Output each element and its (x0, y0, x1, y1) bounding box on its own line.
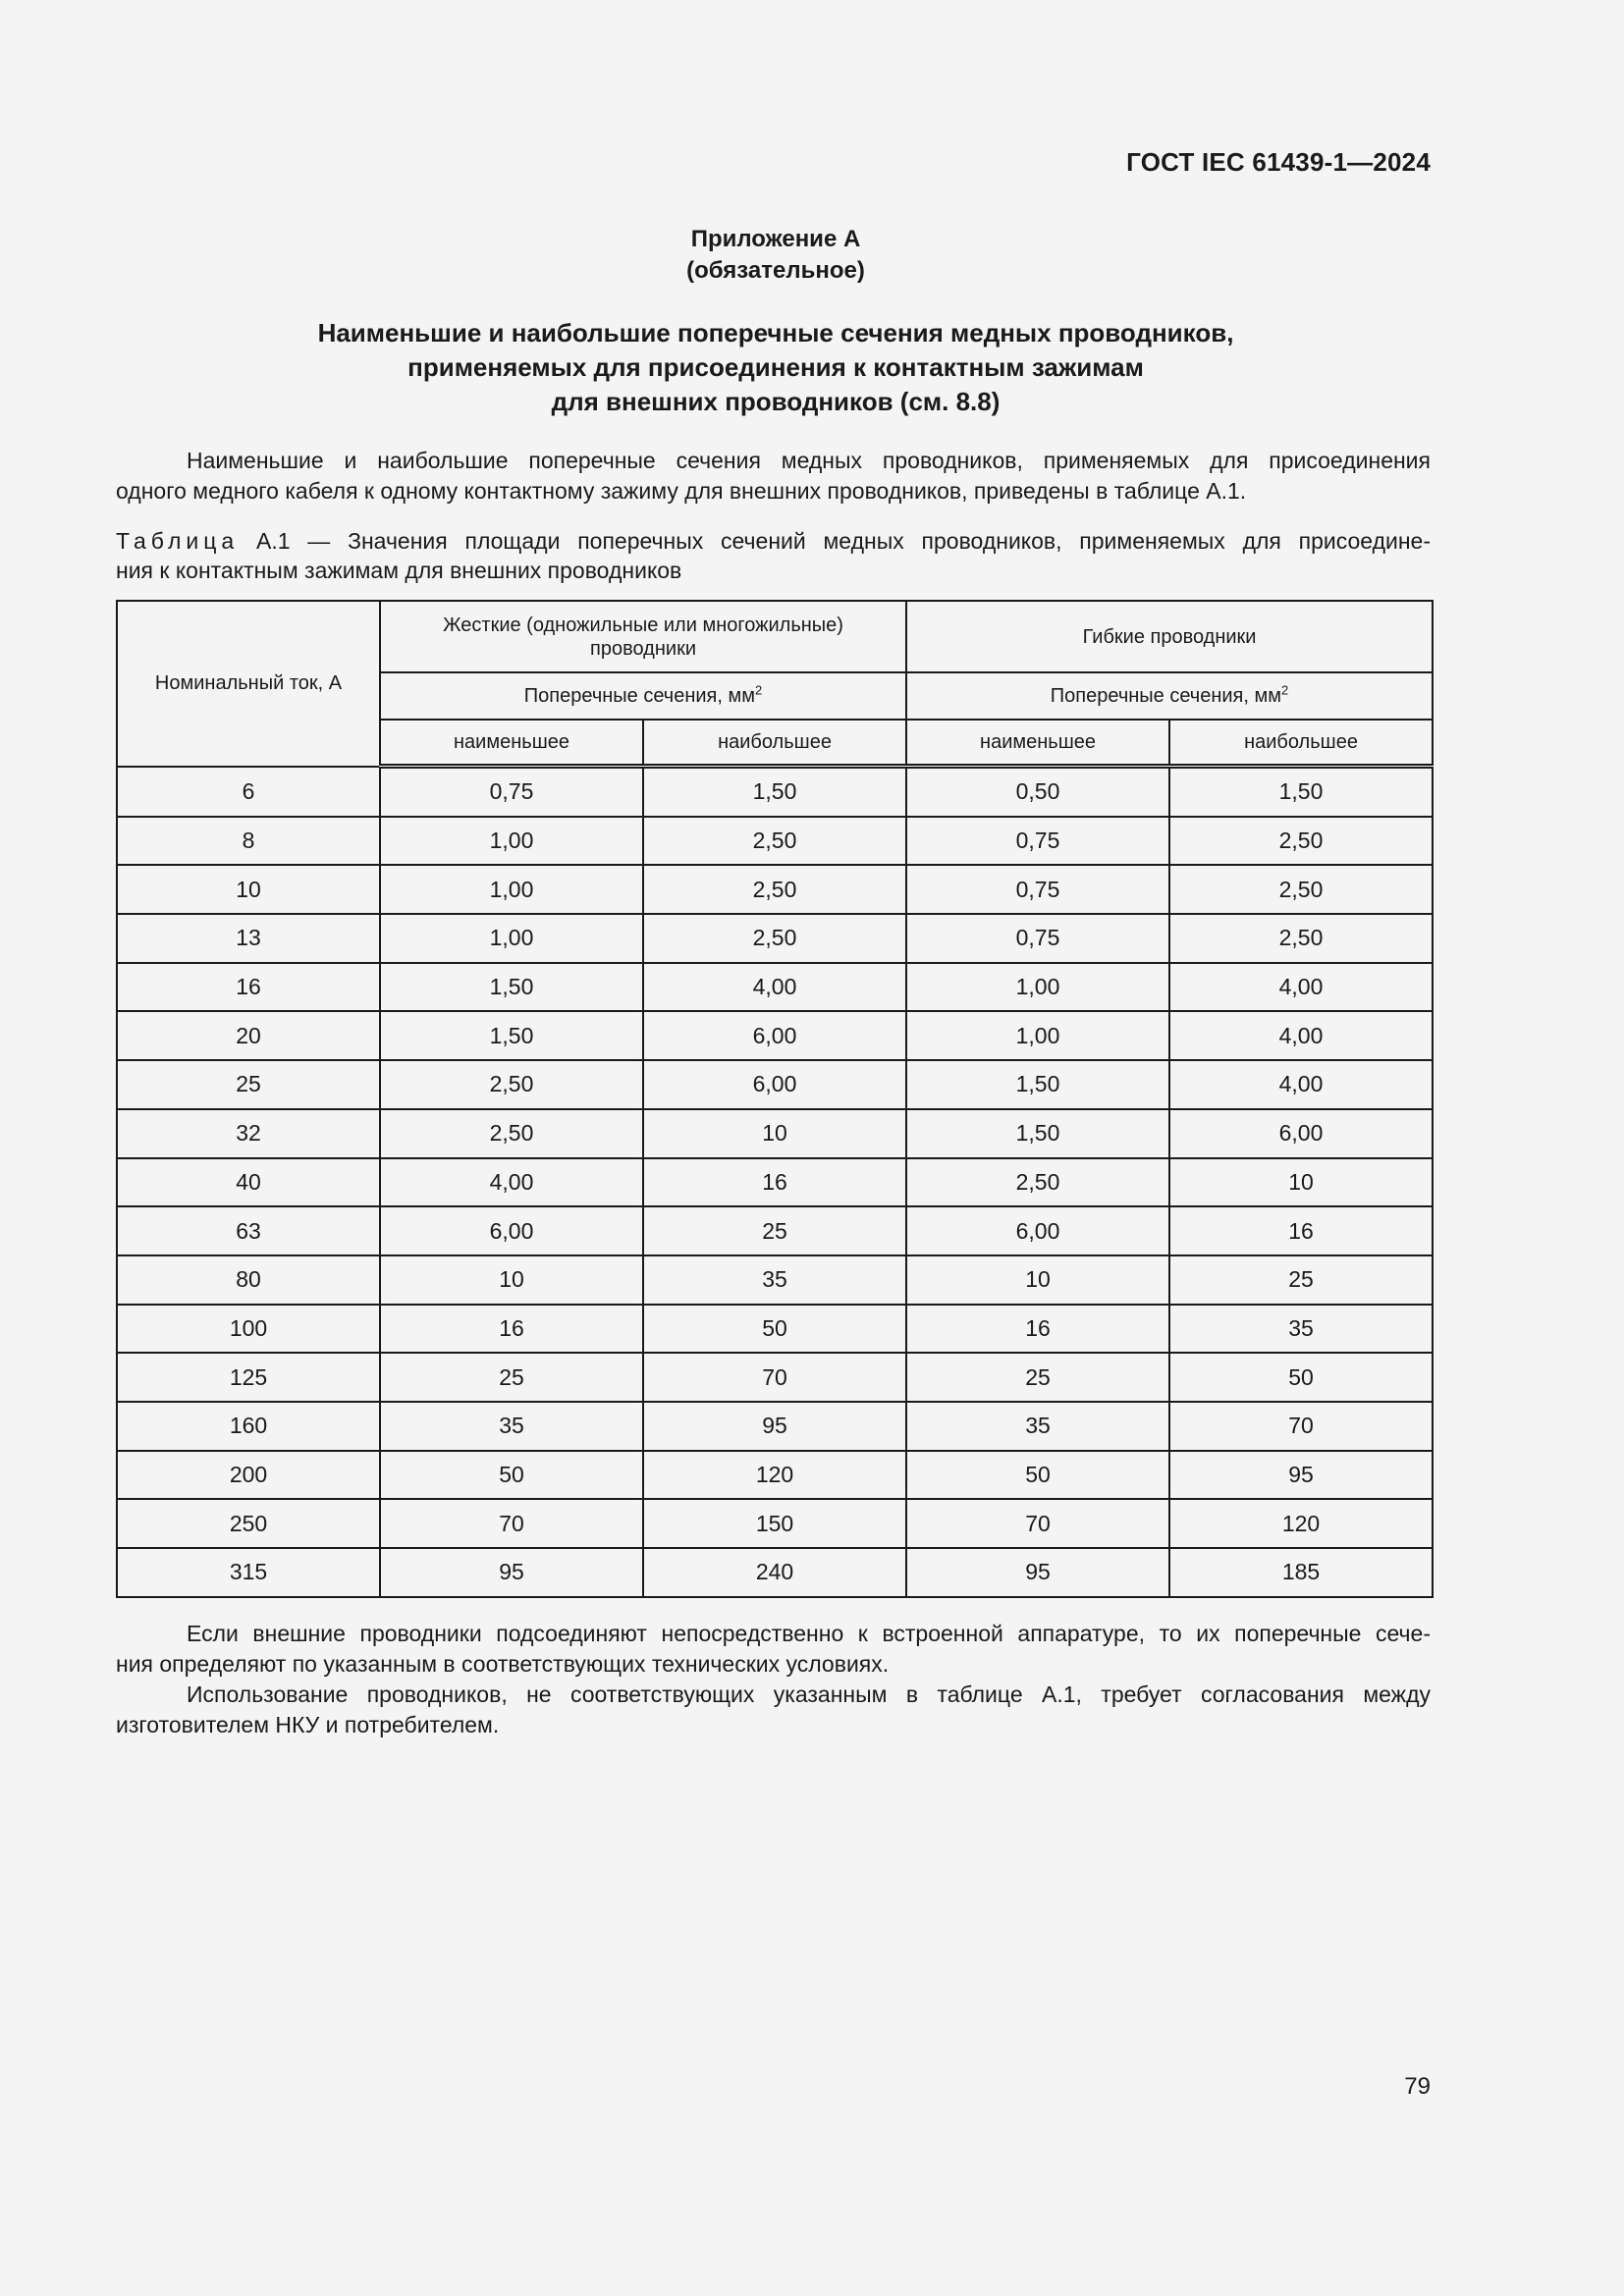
cell-flexible-min: 0,75 (906, 865, 1169, 914)
intro-line-1: Наименьшие и наибольшие поперечные сечения медных проводников, применяемых для присоединения (187, 448, 1431, 473)
header-rigid-conductors: Жесткие (одножильные или многожильные) проводники (380, 601, 906, 672)
cell-rigid-max: 95 (643, 1402, 906, 1451)
cell-flexible-max: 70 (1169, 1402, 1433, 1451)
cell-rigid-min: 2,50 (380, 1060, 643, 1109)
cell-rigid-min: 16 (380, 1305, 643, 1354)
header-rated-current: Номинальный ток, А (117, 601, 380, 767)
note-1-line-2: ния определяют по указанным в соответствующих технических условиях. (116, 1651, 890, 1677)
caption-label: Таблица (116, 528, 240, 554)
cell-rigid-max: 150 (643, 1499, 906, 1548)
header-flexible-max: наибольшее (1169, 720, 1433, 767)
cell-flexible-max: 35 (1169, 1305, 1433, 1354)
cell-rigid-max: 16 (643, 1158, 906, 1207)
table-row (117, 1255, 1433, 1305)
cell-rated-current: 16 (117, 963, 380, 1012)
cell-flexible-max: 2,50 (1169, 817, 1433, 866)
cell-flexible-min: 0,75 (906, 817, 1169, 866)
cell-rigid-min: 1,50 (380, 963, 643, 1012)
cell-rated-current: 40 (117, 1158, 380, 1207)
cell-rigid-min: 6,00 (380, 1206, 643, 1255)
cell-rigid-min: 2,50 (380, 1109, 643, 1158)
cell-rated-current: 20 (117, 1011, 380, 1060)
cell-flexible-min: 0,50 (906, 767, 1169, 817)
cell-rated-current: 160 (117, 1402, 380, 1451)
cell-flexible-min: 1,00 (906, 1011, 1169, 1060)
cell-rigid-max: 2,50 (643, 817, 906, 866)
cell-flexible-max: 50 (1169, 1353, 1433, 1402)
cell-flexible-max: 95 (1169, 1451, 1433, 1500)
cell-rated-current: 125 (117, 1353, 380, 1402)
table-row (117, 1206, 1433, 1255)
title-line-3: для внешних проводников (см. 8.8) (551, 387, 1001, 416)
table-row (117, 914, 1433, 963)
cell-flexible-min: 1,00 (906, 963, 1169, 1012)
cross-section-table (116, 600, 1434, 1598)
cell-flexible-min: 95 (906, 1548, 1169, 1597)
cell-rated-current: 8 (117, 817, 380, 866)
cell-rigid-max: 2,50 (643, 914, 906, 963)
cell-flexible-max: 4,00 (1169, 1011, 1433, 1060)
cell-flexible-min: 35 (906, 1402, 1169, 1451)
cell-flexible-max: 2,50 (1169, 865, 1433, 914)
caption-line-1: А.1 — Значения площади поперечных сечений медных проводников, применяемых для присоедине- (239, 528, 1431, 554)
table-row (117, 1011, 1433, 1060)
cell-rigid-min: 50 (380, 1451, 643, 1500)
cell-rated-current: 25 (117, 1060, 380, 1109)
cell-rigid-min: 1,00 (380, 865, 643, 914)
cell-rigid-min: 1,00 (380, 914, 643, 963)
table-row (117, 817, 1433, 866)
table-row (117, 1451, 1433, 1500)
cell-rigid-min: 1,00 (380, 817, 643, 866)
table-row (117, 1060, 1433, 1109)
cell-rigid-min: 0,75 (380, 767, 643, 817)
cell-flexible-min: 1,50 (906, 1109, 1169, 1158)
appendix-status: (обязательное) (686, 257, 865, 284)
cell-rated-current: 6 (117, 767, 380, 817)
table-row (117, 865, 1433, 914)
table-row (117, 1548, 1433, 1597)
cell-rated-current: 13 (117, 914, 380, 963)
cell-flexible-min: 10 (906, 1255, 1169, 1305)
cell-flexible-min: 50 (906, 1451, 1169, 1500)
cell-flexible-min: 16 (906, 1305, 1169, 1354)
cell-rigid-max: 120 (643, 1451, 906, 1500)
table-row (117, 1305, 1433, 1354)
cell-rigid-min: 1,50 (380, 1011, 643, 1060)
table-row (117, 1353, 1433, 1402)
cell-flexible-min: 1,50 (906, 1060, 1169, 1109)
cell-flexible-max: 2,50 (1169, 914, 1433, 963)
appendix-heading (0, 224, 1551, 287)
cell-rigid-max: 50 (643, 1305, 906, 1354)
cell-flexible-min: 70 (906, 1499, 1169, 1548)
caption-line-2: ния к контактным зажимам для внешних проводников (116, 558, 682, 583)
cell-rigid-min: 25 (380, 1353, 643, 1402)
note-2-line-2: изготовителем НКУ и потребителем. (116, 1712, 500, 1737)
table-row (117, 1158, 1433, 1207)
cell-rated-current: 32 (117, 1109, 380, 1158)
header-rigid-min: наименьшее (380, 720, 643, 767)
note-1-line-1: Если внешние проводники подсоединяют непосредственно к встроенной аппаратуре, то их поперечные сече- (187, 1621, 1431, 1646)
intro-line-2: одного медного кабеля к одному контактному зажиму для внешних проводников, приведены в таблице А.1. (116, 478, 1247, 504)
cell-flexible-max: 1,50 (1169, 767, 1433, 817)
cell-rigid-max: 70 (643, 1353, 906, 1402)
cell-flexible-min: 6,00 (906, 1206, 1169, 1255)
cell-flexible-min: 0,75 (906, 914, 1169, 963)
notes (116, 1619, 1431, 1740)
appendix-title (0, 316, 1551, 419)
cell-flexible-min: 25 (906, 1353, 1169, 1402)
document-code: ГОСТ IEC 61439-1—2024 (1126, 147, 1431, 177)
cell-rigid-max: 1,50 (643, 767, 906, 817)
cell-flexible-max: 120 (1169, 1499, 1433, 1548)
cell-rigid-max: 4,00 (643, 963, 906, 1012)
cell-flexible-max: 185 (1169, 1548, 1433, 1597)
appendix-label: Приложение А (690, 226, 861, 252)
cell-rated-current: 80 (117, 1255, 380, 1305)
note-2-line-1: Использование проводников, не соответствующих указанным в таблице А.1, требует согласования между (187, 1682, 1431, 1707)
cell-rated-current: 10 (117, 865, 380, 914)
cell-flexible-max: 4,00 (1169, 963, 1433, 1012)
cell-rigid-max: 10 (643, 1109, 906, 1158)
cell-flexible-min: 2,50 (906, 1158, 1169, 1207)
title-line-2: применяемых для присоединения к контактным зажимам (407, 352, 1144, 382)
cell-flexible-max: 10 (1169, 1158, 1433, 1207)
title-line-1: Наименьшие и наибольшие поперечные сечения медных проводников, (317, 318, 1234, 347)
cell-flexible-max: 25 (1169, 1255, 1433, 1305)
cell-rigid-min: 95 (380, 1548, 643, 1597)
page-number: 79 (1404, 2073, 1431, 2100)
header-flexible-min: наименьшее (906, 720, 1169, 767)
cell-rigid-max: 240 (643, 1548, 906, 1597)
cell-flexible-max: 16 (1169, 1206, 1433, 1255)
cell-rated-current: 315 (117, 1548, 380, 1597)
cell-rigid-max: 2,50 (643, 865, 906, 914)
cell-rigid-max: 6,00 (643, 1011, 906, 1060)
table-row (117, 1109, 1433, 1158)
cell-rated-current: 63 (117, 1206, 380, 1255)
cell-rigid-max: 35 (643, 1255, 906, 1305)
cell-rated-current: 250 (117, 1499, 380, 1548)
cell-rated-current: 200 (117, 1451, 380, 1500)
cell-rated-current: 100 (117, 1305, 380, 1354)
cell-rigid-min: 70 (380, 1499, 643, 1548)
cell-flexible-max: 4,00 (1169, 1060, 1433, 1109)
table-row (117, 963, 1433, 1012)
header-rigid-max: наибольшее (643, 720, 906, 767)
table-caption (116, 526, 1431, 585)
table-row (117, 1499, 1433, 1548)
table-body (117, 767, 1433, 1597)
header-rigid-cross-section: Поперечные сечения, $мм^2$ (380, 672, 906, 720)
table-row (117, 1402, 1433, 1451)
intro-paragraph (116, 446, 1431, 507)
cell-rigid-max: 25 (643, 1206, 906, 1255)
cell-rigid-max: 6,00 (643, 1060, 906, 1109)
header-flexible-conductors: Гибкие проводники (906, 601, 1433, 672)
cell-rigid-min: 4,00 (380, 1158, 643, 1207)
header-flexible-cross-section: Поперечные сечения, $мм^2$ (906, 672, 1433, 720)
table-row (117, 767, 1433, 817)
cell-rigid-min: 10 (380, 1255, 643, 1305)
cell-flexible-max: 6,00 (1169, 1109, 1433, 1158)
cell-rigid-min: 35 (380, 1402, 643, 1451)
